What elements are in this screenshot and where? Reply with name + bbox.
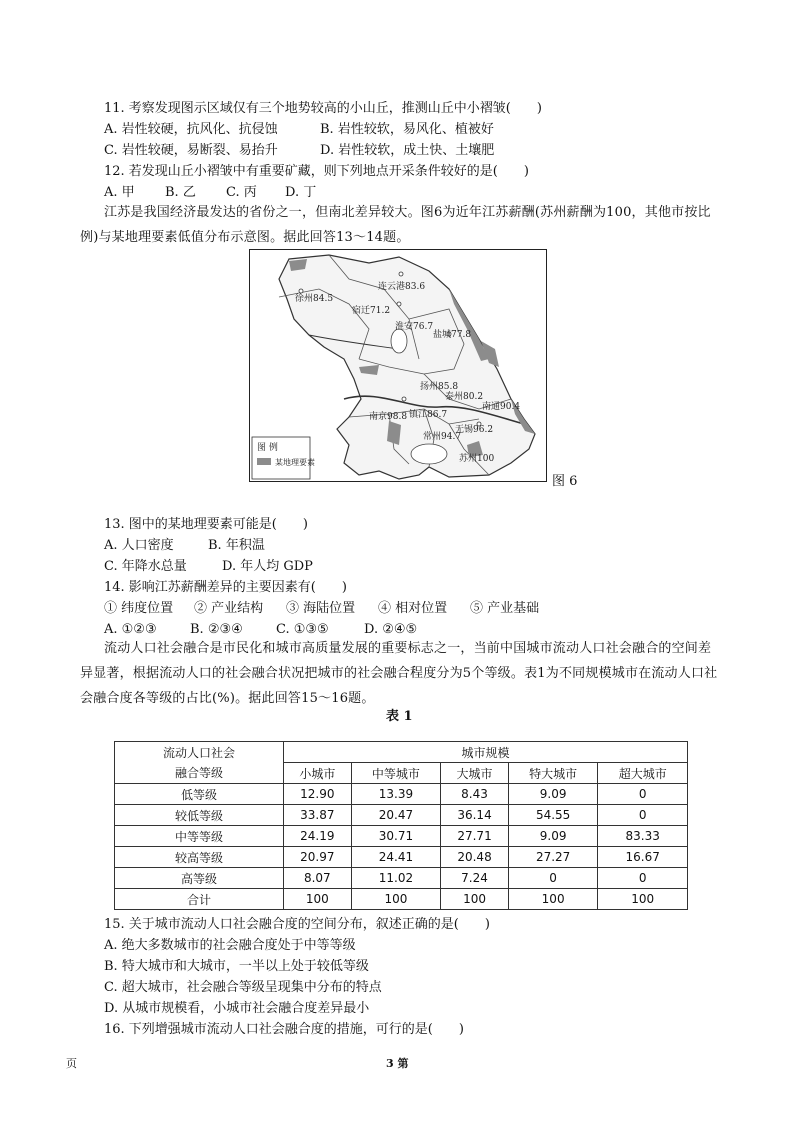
table-cell: 24.19 [284,826,352,847]
q14-factor-3: ③ 海陆位置 [286,601,356,616]
q14-factor-4: ④ 相对位置 [378,601,448,616]
table-row [115,805,688,826]
table-cell: 7.24 [441,868,509,889]
table-cell: 9.09 [508,826,598,847]
table-row [115,784,688,805]
row-label: 高等级 [115,868,284,889]
q11-stem: 11. 考察发现图示区域仅有三个地势较高的小山丘，推测山丘中小褶皱( ) [104,101,542,116]
table-cell: 8.07 [284,868,352,889]
q14-stem: 14. 影响江苏薪酬差异的主要因素有( ) [104,580,347,595]
table-cell: 54.55 [508,805,598,826]
q15-stem: 15. 关于城市流动人口社会融合度的空间分布，叙述正确的是( ) [104,917,490,932]
city-label: 南京98.8 [369,412,408,422]
q14-factor-5: ⑤ 产业基础 [470,601,540,616]
q13-stem: 13. 图中的某地理要素可能是( ) [104,517,308,532]
row-label: 低等级 [115,784,284,805]
q14-factor-2: ② 产业结构 [194,601,264,616]
legend-title: 图 例 [257,443,278,453]
table-column-header: 中等城市 [351,763,441,784]
table-cell: 24.41 [351,847,441,868]
figure-label: 图 6 [552,474,578,489]
q11-option-d: D. 岩性较软，成土快、土壤肥 [320,143,495,158]
page-number: 3 第 [386,1057,409,1070]
table-cell: 36.14 [441,805,509,826]
table-row [115,868,688,889]
table-cell: 8.43 [441,784,509,805]
city-label: 无锡96.2 [455,425,494,435]
passage-migrant: 流动人口社会融合是市民化和城市高质量发展的重要标志之一，当前中国城市流动人口社会融合的空间差异显著，根据流动人口的社会融合状况把城市的社会融合程度分为5个等级。表1为不同规模城市在流动人口社会融合度各等级的占比(%)。据此回答15～16题。 [80,641,718,706]
table-cell: 0 [598,784,688,805]
jiangsu-map [249,249,547,482]
city-label: 苏州100 [459,454,495,464]
integration-table [114,741,688,910]
table-cell: 20.48 [441,847,509,868]
table-cell: 9.09 [508,784,598,805]
q12-option-a: A. 甲 [104,185,135,200]
table-cell: 100 [441,889,509,910]
q15-option-c: C. 超大城市，社会融合等级呈现集中分布的特点 [104,980,382,995]
table-column-header: 大城市 [441,763,509,784]
table-cell: 33.87 [284,805,352,826]
table-cell: 0 [598,868,688,889]
row-label: 较低等级 [115,805,284,826]
city-label: 南通90.4 [482,402,521,412]
q12-option-c: C. 丙 [226,185,257,200]
q15-option-d: D. 从城市规模看，小城市社会融合度差异最小 [104,1001,370,1016]
table-cell: 83.33 [598,826,688,847]
table-cell: 11.02 [351,868,441,889]
q14-option-b: B. ②③④ [190,622,243,637]
row-label: 中等等级 [115,826,284,847]
table-cell: 0 [508,868,598,889]
q11-option-c: C. 岩性较硬，易断裂、易抬升 [104,143,278,158]
city-label: 泰州80.2 [445,392,484,402]
q13-option-a: A. 人口密度 [104,538,174,553]
q12-stem: 12. 若发现山丘小褶皱中有重要矿藏，则下列地点开采条件较好的是( ) [104,164,529,179]
table-cell: 27.71 [441,826,509,847]
row-label: 较高等级 [115,847,284,868]
passage-jiangsu: 江苏是我国经济最发达的省份之一，但南北差异较大。图6为近年江苏薪酬(苏州薪酬为100，其他市按比例)与某地理要素低值分布示意图。据此回答13～14题。 [80,205,711,245]
table-cell: 30.71 [351,826,441,847]
table-cell: 16.67 [598,847,688,868]
table-column-header: 超大城市 [598,763,688,784]
q13-option-d: D. 年人均 GDP [222,559,313,574]
table-cell: 27.27 [508,847,598,868]
table-title: 表 1 [386,709,413,724]
q12-option-d: D. 丁 [285,185,317,200]
q11-option-b: B. 岩性较软，易风化、植被好 [320,122,494,137]
table-cell: 13.39 [351,784,441,805]
q13-option-b: B. 年积温 [208,538,265,553]
city-label: 徐州84.5 [295,294,334,304]
table-row [115,889,688,910]
table-column-header: 小城市 [284,763,352,784]
city-label: 连云港83.6 [378,282,426,292]
q14-factor-1: ① 纬度位置 [104,601,174,616]
city-label: 盐城77.8 [433,330,472,340]
table-cell: 20.97 [284,847,352,868]
footer-left: 页 [66,1057,77,1070]
legend-item: 某地理要素 [275,458,315,467]
table-cell: 12.90 [284,784,352,805]
q16-stem: 16. 下列增强城市流动人口社会融合度的措施，可行的是( ) [104,1022,464,1037]
table-cell: 0 [598,805,688,826]
table-cell: 100 [351,889,441,910]
city-label: 淮安76.7 [395,322,434,332]
q14-option-d: D. ②④⑤ [364,622,418,637]
table-cell: 20.47 [351,805,441,826]
q13-option-c: C. 年降水总量 [104,559,187,574]
table-cell: 100 [508,889,598,910]
q12-option-b: B. 乙 [165,185,196,200]
legend-swatch [257,458,271,465]
table-cell: 100 [598,889,688,910]
city-label: 宿迁71.2 [352,306,391,316]
q14-option-a: A. ①②③ [104,622,157,637]
q14-option-c: C. ①③⑤ [276,622,329,637]
table-corner-top: 流动人口社会 [115,742,284,763]
city-label: 镇江86.7 [409,410,448,420]
table-group-header: 城市规模 [284,742,688,763]
q11-option-a: A. 岩性较硬，抗风化、抗侵蚀 [104,122,278,137]
table-cell: 100 [284,889,352,910]
table-column-header: 特大城市 [508,763,598,784]
table-corner-bottom: 融合等级 [115,763,284,784]
row-label: 合计 [115,889,284,910]
table-row [115,826,688,847]
q15-option-b: B. 特大城市和大城市，一半以上处于较低等级 [104,959,369,974]
table-row [115,847,688,868]
city-label: 常州94.7 [423,432,462,442]
q15-option-a: A. 绝大多数城市的社会融合度处于中等等级 [104,938,356,953]
city-label: 扬州85.8 [420,382,459,392]
